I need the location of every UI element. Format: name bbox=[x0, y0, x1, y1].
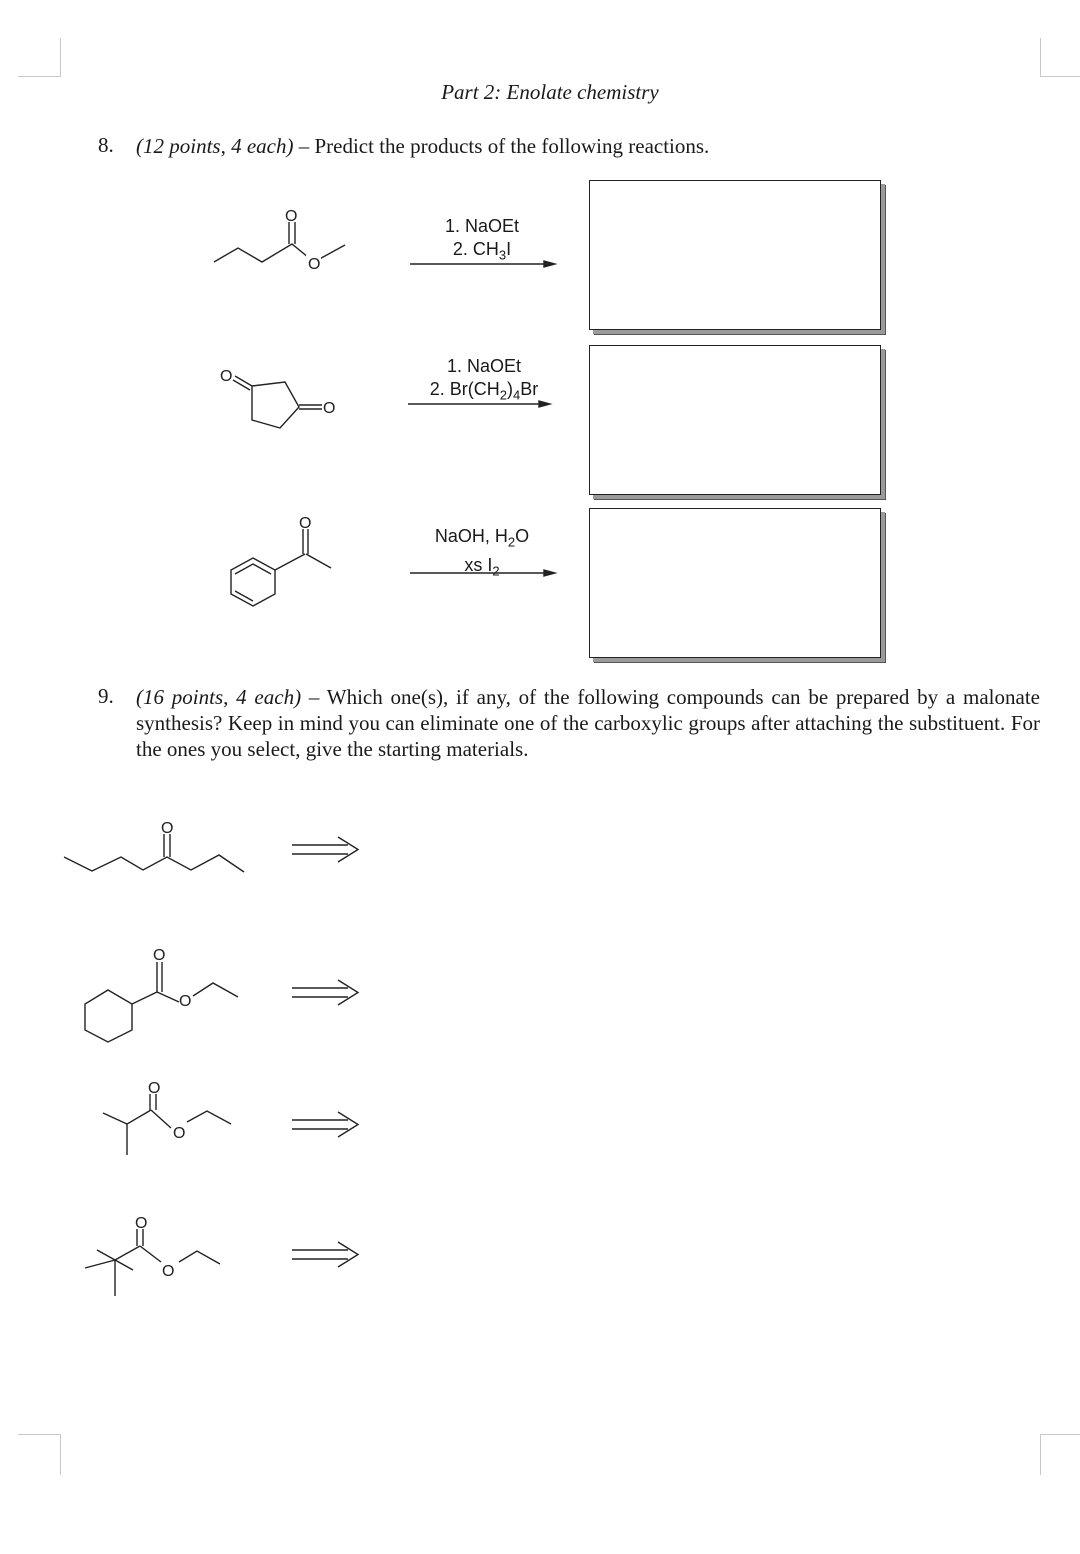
answer-box-2[interactable] bbox=[589, 345, 881, 495]
crop-mark-top-right bbox=[1040, 38, 1080, 77]
reaction-arrow-3 bbox=[410, 567, 560, 579]
oxygen-label: O bbox=[285, 208, 298, 225]
retrosynthesis-arrow-1 bbox=[290, 835, 365, 865]
oxygen-label: O bbox=[153, 947, 166, 964]
retrosynthesis-arrow-2 bbox=[290, 978, 365, 1008]
oxygen-label: O bbox=[135, 1215, 148, 1232]
structure-ethyl-pivalate bbox=[85, 1210, 235, 1300]
question-8-text bbox=[136, 133, 709, 159]
question-9-number: 9. bbox=[98, 684, 114, 708]
reagent-1-line1: 1. NaOEt bbox=[444, 216, 520, 236]
reagent-3-line2: xs $I_2$ bbox=[464, 554, 500, 579]
oxygen-label: O bbox=[179, 993, 192, 1010]
reagent-3-line1: NaOH, $H_2O$ bbox=[434, 526, 530, 550]
oxygen-label: O bbox=[162, 1263, 175, 1280]
ester-oxygen-label: O bbox=[308, 256, 321, 273]
crop-mark-bottom-left bbox=[18, 1434, 61, 1475]
structure-cyclopentanedione bbox=[210, 360, 350, 440]
oxygen-label: O bbox=[299, 515, 312, 532]
answer-box-3[interactable] bbox=[589, 508, 881, 658]
question-8-prompt: – Predict the products of the following reactions. bbox=[293, 134, 710, 158]
oxygen-label: O bbox=[323, 400, 336, 417]
page-title: Part 2: Enolate chemistry bbox=[441, 80, 659, 104]
oxygen-label: O bbox=[148, 1080, 161, 1097]
reaction-arrow-2 bbox=[408, 398, 558, 410]
reagent-1-line2: 2. $CH_3I$ bbox=[452, 239, 512, 263]
reaction-arrow-1 bbox=[410, 258, 560, 270]
crop-mark-bottom-right bbox=[1040, 1434, 1080, 1475]
reagent-2-line2: 2. $Br(CH_2)_4Br$ bbox=[429, 379, 539, 403]
reagent-2-line1: 1. NaOEt bbox=[446, 356, 522, 376]
question-9-text bbox=[136, 684, 1040, 762]
crop-mark-top-left bbox=[18, 38, 61, 77]
structure-ethyl-cyclohexylacetate bbox=[75, 940, 255, 1050]
retrosynthesis-arrow-3 bbox=[290, 1110, 365, 1140]
oxygen-label: O bbox=[173, 1125, 186, 1142]
oxygen-label: O bbox=[161, 820, 174, 837]
question-9-points: (16 points, 4 each) bbox=[136, 685, 302, 709]
retrosynthesis-arrow-4 bbox=[290, 1240, 365, 1270]
structure-heptanone bbox=[55, 815, 265, 890]
structure-methyl-butanoate bbox=[200, 200, 360, 280]
question-8-points: (12 points, 4 each) bbox=[136, 134, 294, 158]
answer-box-1[interactable] bbox=[589, 180, 881, 330]
question-9-prompt: – Which one(s), if any, of the following compounds can be prepared by a malonate synthesis? Keep in mind you can eliminate one of the carboxylic groups after attaching the substituent. For the ones you select, give the starting materials. bbox=[136, 685, 1040, 761]
question-8-number: 8. bbox=[98, 133, 114, 157]
structure-acetophenone bbox=[215, 510, 345, 610]
structure-ethyl-isobutyrate bbox=[95, 1080, 255, 1170]
oxygen-label: O bbox=[220, 368, 233, 385]
